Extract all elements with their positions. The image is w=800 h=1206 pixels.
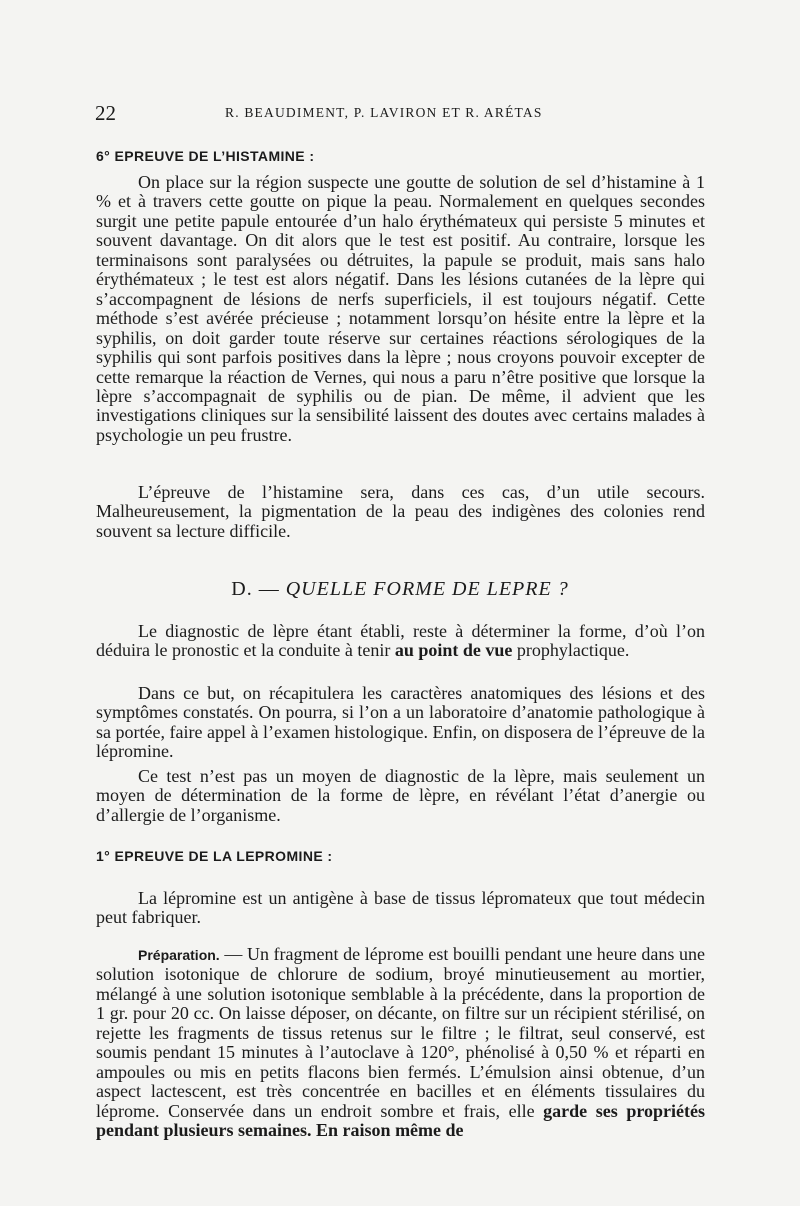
paragraph-histamine-procedure: On place sur la région suspecte une goutte de solution de sel d’histamine à 1 % et à travers cette goutte on pique la peau. Normalement en quelques secondes surgit une petite papule entourée d’un halo érythémateux qui persiste 5 minutes et souvent davantage. On dit alors que le test est positif. Au contraire, lorsque les terminaisons sont paralysées ou détruites, la papule se produit, mais sans halo érythémateux ; le test est alors négatif. Dans les lésions cutanées de la lèpre qui s’accompagnent de lésions de nerfs superficiels, il est toujours négatif. Cette méthode s’est avérée précieuse ; notamment lorsqu’on hésite entre la lèpre et la syphilis, on doit garder toute réserve sur certaines réactions sérologiques de la syphilis qui sont parfois positives dans la lèpre ; nous croyons pouvoir excepter de cette remarque la réaction de Vernes, qui nous a paru n’être positive que lorsque la lèpre s’accompagnait de syphilis ou de pian. De même, il advient que les investigations cliniques sur la sensibilité laissent des doutes avec certains malades à psychologie un peu frustre. xyxy=(96,172,705,445)
text-run: — Un fragment de léprome est bouilli pendant une heure dans une solution isotonique de chlorure de sodium, broyé minutieusement au mortier, mélangé à une solution isotonique semblable à la précédente, dans la proportion de 1 gr. pour 20 cc. On laisse déposer, on décante, on filtre sur un récipient stérilisé, on rejette les fragments de tissus retenus sur le filtre ; le filtrat, seul conservé, est soumis pendant 15 minutes à l’autoclave à 120°, phénolisé à 0,50 % et réparti en ampoules ou mis en petits flacons bien fermés. L’émulsion ainsi obtenue, d’un aspect lactescent, est très concentrée en bacilles et en éléments tissulaires du léprome. Conservée dans un endroit sombre et frais, elle xyxy=(96,944,705,1121)
page-number: 22 xyxy=(95,101,116,125)
preparation-label: Préparation. xyxy=(138,947,220,963)
paragraph-lepromine-definition: La lépromine est un antigène à base de tissus lépromateux que tout médecin peut fabriquer. xyxy=(96,888,705,928)
section-heading-lepromine: 1° EPREUVE DE LA LEPROMINE : xyxy=(96,848,333,864)
text-run: prophylactique. xyxy=(512,640,630,661)
chapter-prefix: D. — xyxy=(231,578,286,600)
paragraph-test-purpose: Ce test n’est pas un moyen de diagnostic de la lèpre, mais seulement un moyen de détermination de la forme de lèpre, en révélant l’état d’anergie ou d’allergie de l’organisme. xyxy=(96,766,705,825)
section-heading-histamine: 6° EPREUVE DE L’HISTAMINE : xyxy=(96,148,315,164)
paragraph-form-determination xyxy=(96,622,705,661)
emphasized-text: garde ses propriétés pendant plusieurs semaines. En raison même de xyxy=(96,1100,705,1141)
paragraph-preparation xyxy=(96,945,705,1141)
paragraph-recapitulation: Dans ce but, on récapitulera les caractères anatomiques des lésions et des symptômes constatés. On pourra, si l’on a un laboratoire d’anatomie pathologique à sa portée, faire appel à l’examen histologique. Enfin, on disposera de l’épreuve de la lépromine. xyxy=(96,683,705,762)
chapter-title xyxy=(0,578,800,601)
paragraph-histamine-conclusion: L’épreuve de l’histamine sera, dans ces cas, d’un utile secours. Malheureusement, la pigmentation de la peau des indigènes des colonies rend souvent sa lecture difficile. xyxy=(96,482,705,541)
text-run: Le diagnostic de lèpre étant établi, reste à déterminer la forme, d’où l’on déduira le pronostic et la conduite à tenir xyxy=(96,621,705,661)
emphasized-text: au point de vue xyxy=(394,640,513,661)
running-head: R. BEAUDIMENT, P. LAVIRON ET R. ARÉTAS xyxy=(225,105,543,120)
page-header xyxy=(95,101,705,125)
chapter-title-text: QUELLE FORME DE LEPRE ? xyxy=(285,578,569,600)
